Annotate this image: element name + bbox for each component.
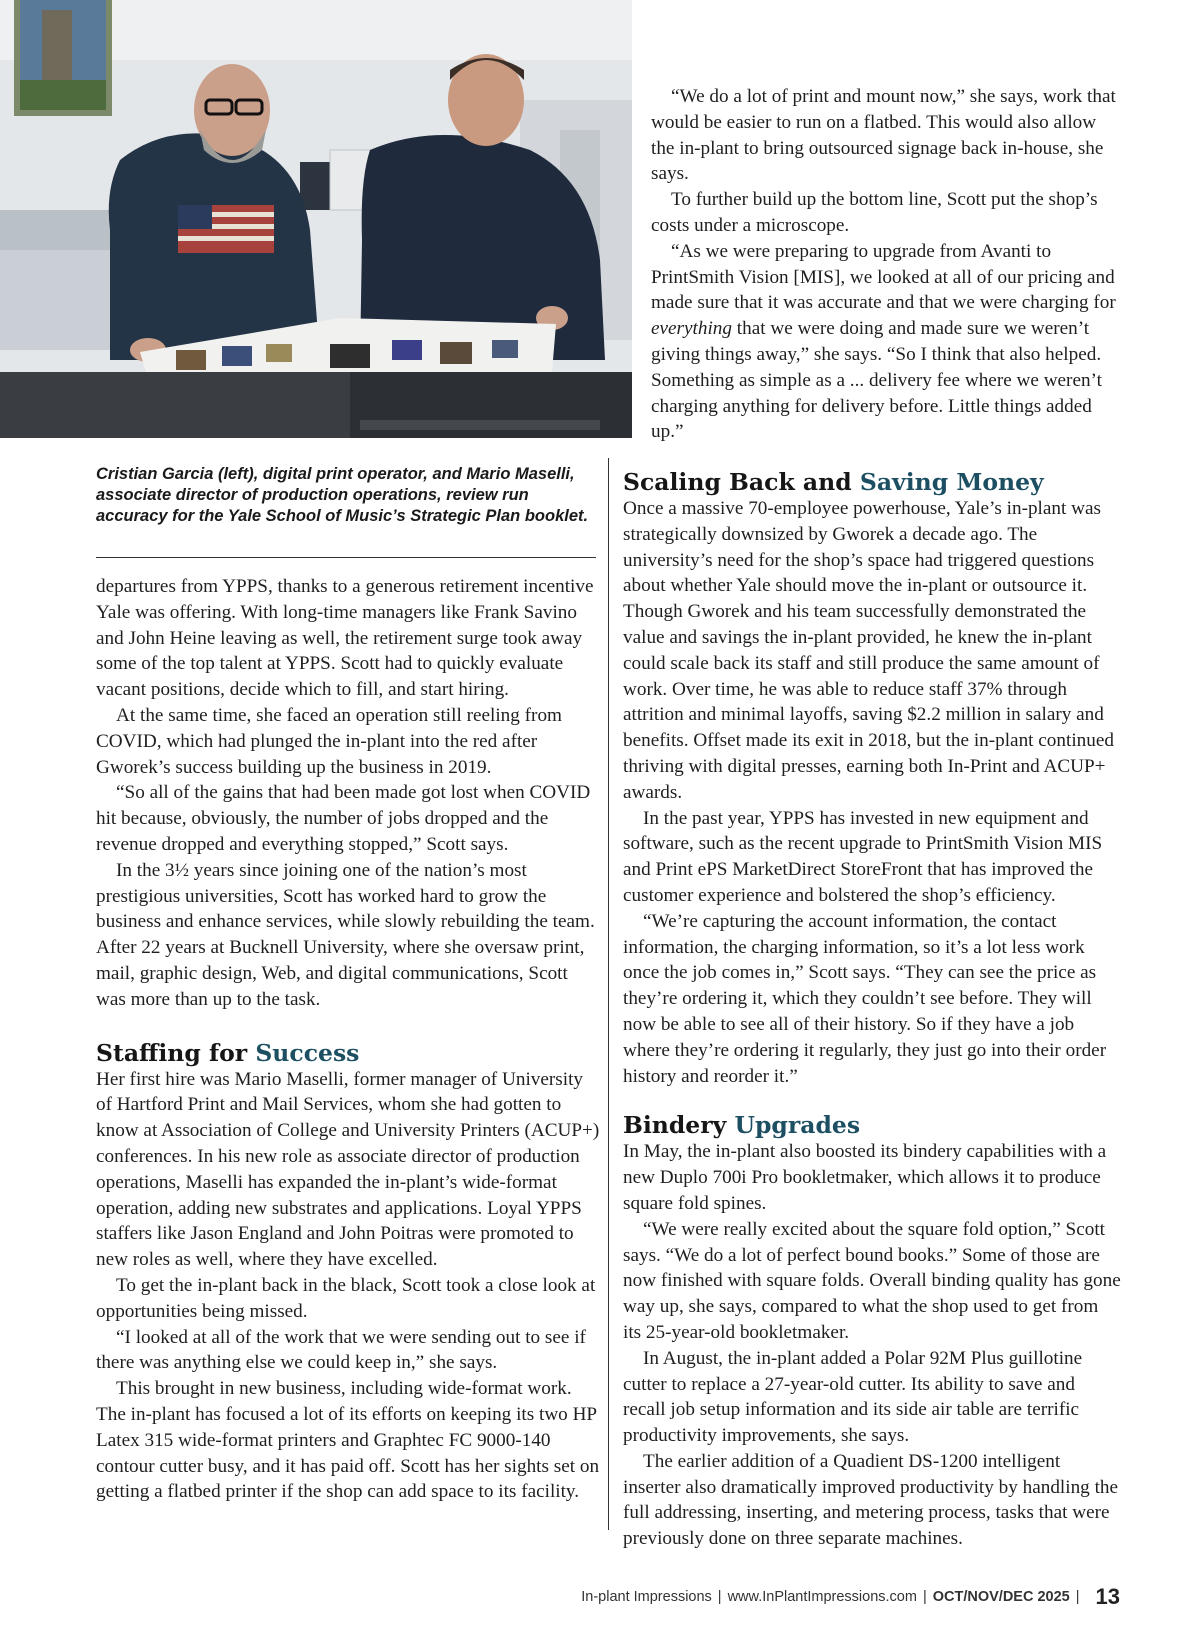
paragraph: “We were really excited about the square fold option,” Scott says. “We do a lot of perfect bound books.” Some of those are now finished with square folds. Overall binding quality has gone way up, she says, compared to what the shop used to get from its 25-year-old bookletmaker. [623,1218,1121,1343]
heading-text: Scaling Back and [623,468,860,496]
paragraph: “We do a lot of print and mount now,” she says, work that would be easier to run on a flatbed. This would also allow the in-plant to bring outsourced signage back in-house, she says. [651,86,1116,185]
emphasis-text: everything [651,318,732,340]
paragraph-text: that we were doing and made sure we weren’t giving things away,” she says. “So I think that also helped. Something as simple as a ... delivery fee where we weren’t charging anything for delivery before. Little things added up.” [651,318,1102,443]
paragraph [651,239,1121,445]
photo-caption: Cristian Garcia (left), digital print operator, and Mario Maselli, associate director of production operations, review run accuracy for the Yale School of Music’s Strategic Plan booklet. [96,465,589,525]
heading-accent: Upgrades [734,1111,861,1140]
paragraph: At the same time, she faced an operation still reeling from COVID, which had plunged the in-plant into the red after Gworek’s success building up the business in 2019. [96,704,562,778]
article-photo [0,0,632,438]
section-heading-bindery [623,1111,1121,1139]
paragraph: The earlier addition of a Quadient DS-1200 intelligent inserter also dramatically improved productivity by handling the full addressing, inserting, and metering process, tasks that were previously done on three separate machines. [623,1450,1119,1550]
paragraph: “So all of the gains that had been made got lost when COVID hit because, obviously, the number of jobs dropped and the revenue dropped and everything stopped,” Scott says. [96,782,591,855]
publication-url[interactable]: www.InPlantImpressions.com [727,1589,917,1605]
paragraph: This brought in new business, including wide-format work. The in-plant has focused a lot of its efforts on keeping its two HP Latex 315 wide-format printers and Graphtec FC 9000-140 contour cutter busy, and it has paid off. Scott has her sights set on getting a flatbed printer if the shop can add space to its facility. [96,1378,600,1503]
paragraph: To further build up the bottom line, Scott put the shop’s costs under a microscope. [651,189,1098,236]
footer-separator: | [1075,1589,1080,1605]
heading-accent: Success [255,1038,360,1067]
paragraph: departures from YPPS, thanks to a generous retirement incentive Yale was offering. With long-time managers like Frank Savino and John Heine leaving as well, the retirement surge took away some of the top talent at YPPS. Scott had to quickly evaluate vacant positions, decide which to fill, and start hiring. [96,576,594,701]
heading-accent: Saving Money [859,468,1044,496]
right-column-top [651,84,1121,445]
paragraph: In August, the in-plant added a Polar 92M Plus guillotine cutter to replace a 27-year-old cutter. Its ability to save and recall job setup information and its side air table are terrific productivity improvements, she says. [623,1347,1083,1447]
heading-text: Staffing for [96,1038,256,1067]
paragraph: To get the in-plant back in the black, Scott took a close look at opportunities being missed. [96,1274,596,1322]
column-divider [608,458,609,1530]
paragraph: “We’re capturing the account information, the contact information, the charging information, so it’s a lot less work once the job comes in,” Scott says. “They can see the price as they’re ordering it, which they couldn’t see before. They will now be able to see all of their history. So if they have a job where they’re ordering it regularly, they just go into their order history and reorder it.” [623,910,1107,1087]
caption-divider [96,557,596,558]
section-heading-staffing [96,1039,600,1067]
footer-separator: | [922,1589,927,1605]
section-heading-scaling [623,468,1121,496]
paragraph: In the 3½ years since joining one of the nation’s most prestigious universities, Scott has worked hard to grow the business and enhance services, while slowly rebuilding the team. After 22 years at Bucknell University, where she oversaw print, mail, graphic design, Web, and digital communications, Scott was more than up to the task. [96,859,595,1010]
paragraph: Her first hire was Mario Maselli, former manager of University of Hartford Print and Mail Services, whom she had gotten to know at Association of College and University Printers (ACUP+) conferences. In his new role as associate director of production operations, Maselli has expanded the in-plant’s wide-format operation, adding new substrates and applications. Loyal YPPS staffers like Jason England and John Poitras were promoted to new roles as well, where they have excelled. [96,1068,600,1271]
heading-text: Bindery [623,1111,735,1140]
paragraph: “I looked at all of the work that we were sending out to see if there was anything else we could keep in,” she says. [96,1326,586,1374]
paragraph: In May, the in-plant also boosted its bindery capabilities with a new Duplo 700i Pro bookletmaker, which allows it to produce square fold spines. [623,1141,1107,1214]
page-number: 13 [1095,1584,1120,1609]
left-column [96,574,600,1505]
right-column [623,468,1121,1552]
photo-illustration [0,0,632,438]
issue-date: OCT/NOV/DEC 2025 [932,1589,1070,1605]
page-footer [581,1584,1120,1610]
paragraph-text: “As we were preparing to upgrade from Avanti to PrintSmith Vision [MIS], we looked at all of our pricing and made sure that it was accurate and that we were charging for [651,240,1116,314]
footer-separator: | [717,1589,722,1605]
paragraph: Once a massive 70-employee powerhouse, Yale’s in-plant was strategically downsized by Gworek a decade ago. The university’s need for the shop’s space had triggered questions about whether Yale should move the in-plant or outsource it. Though Gworek and his team successfully demonstrated the value and savings the in-plant provided, he knew the in-plant could scale back its staff and still produce the same amount of work. Over time, he was able to reduce staff 37% through attrition and minimal layoffs, saving $2.2 million in salary and benefits. Offset made its exit in 2018, but the in-plant continued thriving with digital presses, earning both In-Print and ACUP+ awards. [623,498,1114,803]
paragraph: In the past year, YPPS has invested in new equipment and software, such as the recent upgrade to PrintSmith Vision MIS and Print ePS MarketDirect StoreFront that has improved the customer experience and bolstered the shop’s efficiency. [623,807,1103,906]
publication-name: In-plant Impressions [581,1589,712,1605]
